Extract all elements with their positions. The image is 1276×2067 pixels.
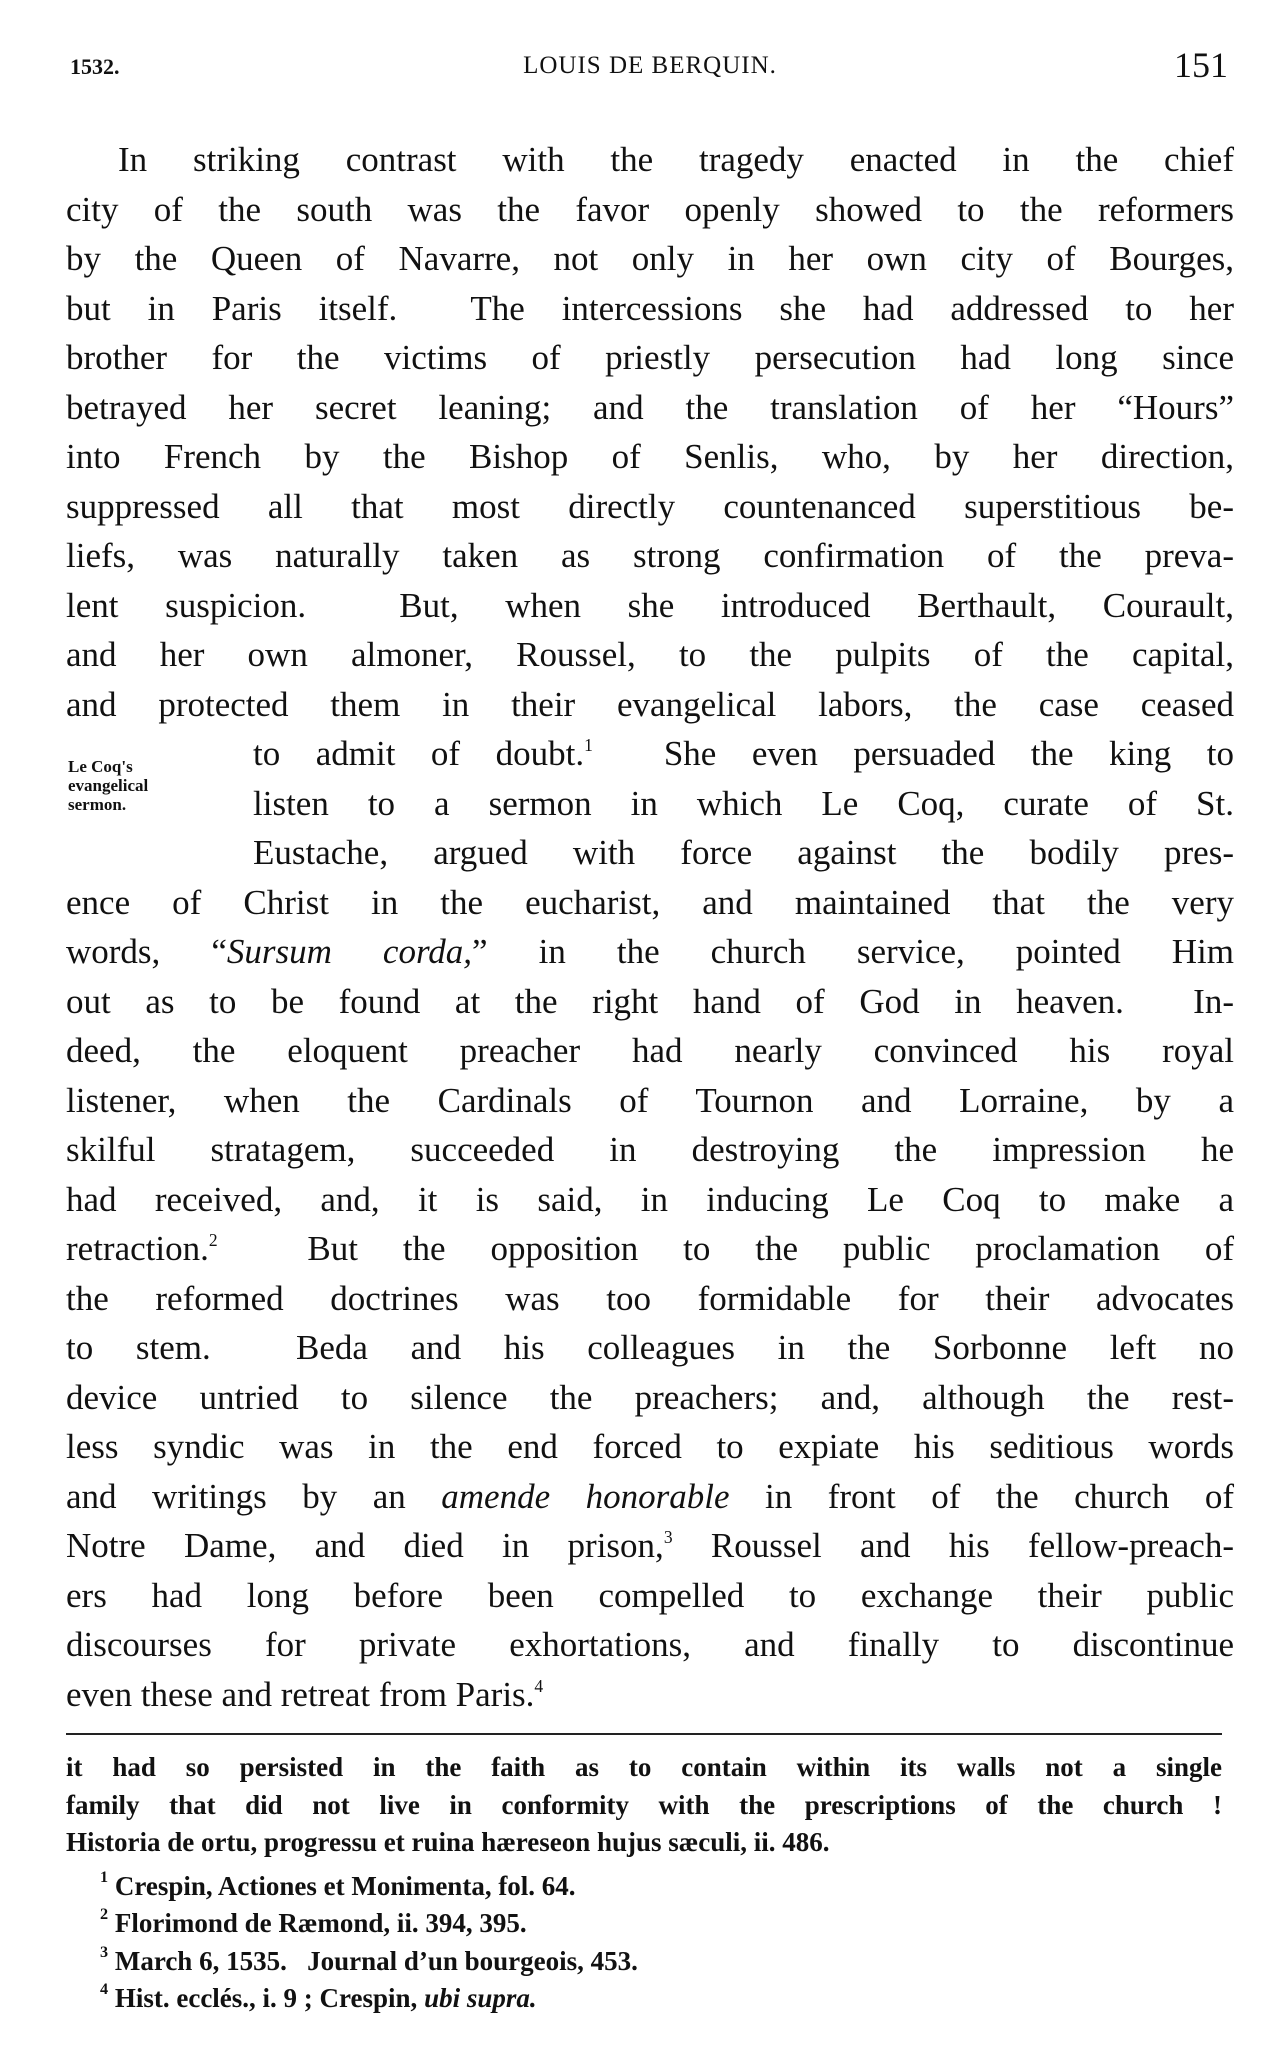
footnote <box>66 1868 1222 1906</box>
italic-text: amende honorable <box>441 1476 730 1516</box>
text-segment: Roussel and his fellow-preach- <box>672 1526 1234 1565</box>
text-line <box>66 927 1234 977</box>
text-segment: city of the south was the favor openly showed to the reformers <box>66 189 1234 229</box>
footnote-continuation-line: it had so persisted in the faith as to contain within its walls not a single <box>66 1752 1222 1782</box>
text-segment: retraction. <box>66 1229 209 1268</box>
text-segment: even these and retreat from Paris. <box>66 1674 535 1714</box>
text-segment: device untried to silence the preachers; and, although the rest- <box>66 1377 1234 1417</box>
text-line <box>66 135 1234 185</box>
text-segment: March 6, 1535. Journal d’un bourgeois, 453. <box>108 1945 638 1976</box>
text-line <box>66 1620 1234 1670</box>
text-line <box>66 581 1234 631</box>
text-line <box>66 185 1234 235</box>
text-line <box>66 779 1234 829</box>
text-segment: skilful stratagem, succeeded in destroying the impression he <box>66 1130 1234 1169</box>
header-title: LOUIS DE BERQUIN. <box>523 52 777 79</box>
text-segment: to stem. Beda and his colleagues in the Sorbonne left no <box>66 1328 1234 1367</box>
text-line <box>66 1274 1234 1324</box>
margin-note <box>68 757 148 814</box>
text-segment: She even persuaded the king to <box>592 734 1235 773</box>
text-line <box>66 234 1234 284</box>
footnote-marker: 1 <box>100 1867 109 1886</box>
margin-note-line: sermon. <box>68 795 127 814</box>
text-segment: Hist. ecclés., i. 9 ; Crespin, <box>108 1983 425 2013</box>
text-segment: ” in the church service, pointed Him <box>472 932 1234 971</box>
body-text <box>66 135 1234 1719</box>
text-segment: to admit of doubt. <box>253 734 585 773</box>
text-segment: brother for the victims of priestly persecution had long since <box>66 338 1234 377</box>
text-line <box>66 977 1234 1027</box>
text-line <box>66 383 1234 433</box>
text-line <box>66 1125 1234 1175</box>
text-segment: In striking contrast with the tragedy enacted in the chief <box>118 140 1234 179</box>
text-segment: into French by the Bishop of Senlis, who, by her direction, <box>66 437 1234 476</box>
footnote-continuation-line: family that did not live in conformity with the prescriptions of the church ! <box>66 1789 1222 1820</box>
text-line <box>66 630 1234 680</box>
text-line <box>66 1670 1234 1720</box>
text-line <box>66 878 1234 928</box>
footnotes <box>66 1749 1222 2012</box>
footnote-marker: 4 <box>534 1675 544 1696</box>
footnote <box>66 1980 1222 2018</box>
page-number: 151 <box>1174 45 1228 85</box>
text-line <box>66 333 1234 383</box>
text-segment: deed, the eloquent preacher had nearly convinced his royal <box>66 1031 1234 1070</box>
margin-note-line: evangelical <box>68 776 149 795</box>
text-segment: the reformed doctrines was too formidable for their advocates <box>66 1278 1234 1318</box>
text-line <box>66 482 1234 532</box>
footnote-marker: 4 <box>100 1980 109 1999</box>
text-segment: and her own almoner, Roussel, to the pulpits of the capital, <box>66 635 1234 674</box>
text-line <box>66 828 1234 878</box>
italic-text: ubi supra. <box>424 1983 537 2013</box>
footnote-marker: 3 <box>663 1527 673 1547</box>
text-segment: Crespin, Actiones et Monimenta, fol. 64. <box>108 1870 576 1901</box>
text-segment: Florimond de Ræmond, ii. 394, 395. <box>108 1908 527 1938</box>
text-segment: and writings by an <box>66 1476 442 1516</box>
margin-note-line: Le Coq's <box>68 757 133 776</box>
text-segment: suppressed all that most directly countenanced superstitious be- <box>66 486 1234 526</box>
text-line <box>66 1373 1234 1423</box>
text-segment: and protected them in their evangelical labors, the case ceased <box>66 684 1234 724</box>
footnote <box>66 1905 1222 1943</box>
footnote-marker: 2 <box>100 1905 109 1924</box>
text-segment: had received, and, it is said, in inducing Le Coq to make a <box>66 1179 1234 1219</box>
text-segment: in front of the church of <box>729 1476 1234 1516</box>
text-segment: discourses for private exhortations, and finally to discontinue <box>66 1625 1234 1664</box>
text-line <box>66 1224 1234 1274</box>
text-segment: but in Paris itself. The intercessions she had addressed to her <box>66 288 1234 328</box>
text-line <box>66 1472 1234 1522</box>
text-segment: Eustache, argued with force against the bodily pres- <box>253 833 1234 872</box>
text-segment: ers had long before been compelled to exchange their public <box>66 1575 1234 1615</box>
text-line <box>66 1571 1234 1621</box>
text-segment: Notre Dame, and died in prison, <box>66 1526 664 1565</box>
header-year: 1532. <box>70 54 120 79</box>
text-segment: liefs, was naturally taken as strong confirmation of the preva- <box>66 536 1234 575</box>
text-line <box>66 284 1234 334</box>
text-line <box>66 1521 1234 1571</box>
text-line <box>66 680 1234 730</box>
footnote-marker: 2 <box>208 1230 218 1250</box>
text-segment: by the Queen of Navarre, not only in her own city of Bourges, <box>66 239 1234 278</box>
text-line <box>66 1323 1234 1373</box>
text-line <box>66 1026 1234 1076</box>
footnote <box>66 1943 1222 1981</box>
footnote-continuation-line: Historia de ortu, progressu et ruina hæreseon hujus sæculi, ii. 486. <box>66 1827 830 1857</box>
text-segment: betrayed her secret leaning; and the translation of her “Hours” <box>66 387 1234 427</box>
text-line <box>66 531 1234 581</box>
text-segment: less syndic was in the end forced to expiate his seditious words <box>66 1427 1234 1466</box>
italic-text: Sursum corda, <box>226 932 473 971</box>
footnote-marker: 1 <box>584 735 593 755</box>
text-segment: out as to be found at the right hand of God in heaven. In- <box>66 981 1234 1021</box>
text-line <box>66 1076 1234 1126</box>
text-line <box>66 432 1234 482</box>
text-segment: listen to a sermon in which Le Coq, curate of St. <box>253 783 1234 823</box>
text-line <box>66 1175 1234 1225</box>
text-line <box>66 729 1234 779</box>
text-segment: But the opposition to the public proclamation of <box>217 1229 1234 1268</box>
text-segment: listener, when the Cardinals of Tournon and Lorraine, by a <box>66 1080 1234 1120</box>
footnote-marker: 3 <box>100 1942 109 1961</box>
text-segment: ence of Christ in the eucharist, and maintained that the very <box>66 882 1234 922</box>
text-segment: lent suspicion. But, when she introduced Berthault, Courault, <box>66 585 1234 625</box>
text-line <box>66 1422 1234 1472</box>
text-segment: words, “ <box>66 932 227 971</box>
running-header <box>66 44 1234 88</box>
footnote-rule <box>66 1733 1222 1735</box>
